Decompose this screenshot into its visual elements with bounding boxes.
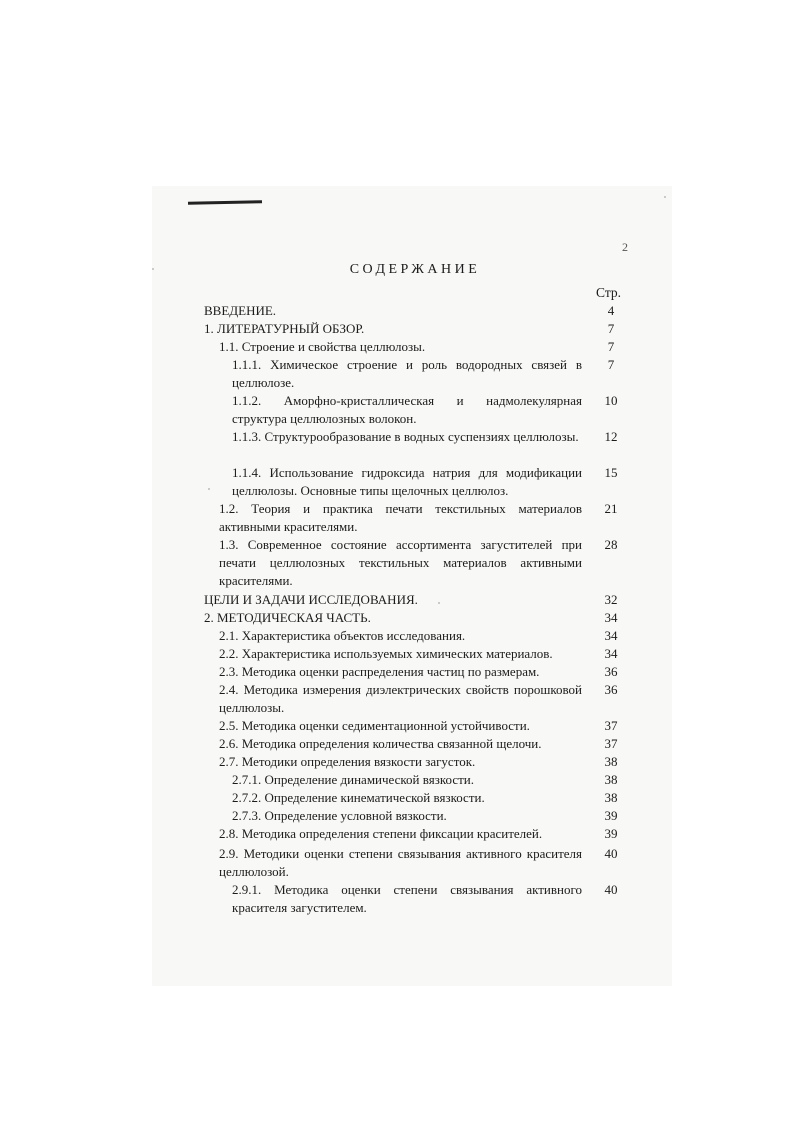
toc-entry-title: 1.1.1. Химическое строение и роль водородных связей в целлюлозе. bbox=[232, 357, 582, 390]
toc-entry[interactable] bbox=[0, 356, 615, 390]
toc-entry-title: 2.6. Методика определения количества связанной щелочи. bbox=[219, 736, 542, 751]
toc-entry-title: 2.7.1. Определение динамической вязкости. bbox=[232, 772, 474, 787]
toc-entry[interactable] bbox=[0, 500, 618, 534]
toc-entry[interactable] bbox=[0, 536, 618, 588]
toc-entry[interactable] bbox=[0, 681, 618, 715]
toc-entry[interactable] bbox=[0, 753, 618, 773]
toc-entry-page: 4 bbox=[607, 303, 615, 318]
page-number: 2 bbox=[622, 240, 628, 254]
toc-entry-page: 38 bbox=[604, 790, 618, 805]
toc-entry[interactable] bbox=[0, 845, 618, 879]
toc-entry-page: 10 bbox=[604, 393, 618, 408]
page-title: СОДЕРЖАНИЕ bbox=[349, 262, 481, 277]
toc-entry-title: 2.4. Методика измерения диэлектрических свойств порошковой целлюлозы. bbox=[219, 682, 582, 715]
toc-entry[interactable] bbox=[0, 464, 618, 498]
toc-entry-page: 15 bbox=[604, 465, 618, 480]
toc-entry[interactable] bbox=[0, 320, 615, 340]
page-column-header: Стр. bbox=[596, 285, 622, 300]
toc-entry-title: ВВЕДЕНИЕ. bbox=[204, 303, 277, 318]
toc-entry-title: 2.9. Методики оценки степени связывания активного красителя целлюлозой. bbox=[219, 846, 582, 879]
toc-entry-page: 40 bbox=[604, 846, 618, 861]
toc-entry[interactable] bbox=[0, 771, 618, 791]
toc-entry-title: 2.2. Характеристика используемых химических материалов. bbox=[219, 646, 553, 661]
toc-entry-page: 7 bbox=[607, 321, 615, 336]
toc-entry[interactable] bbox=[0, 881, 618, 915]
toc-entry-page: 40 bbox=[604, 882, 618, 897]
toc-entry-page: 34 bbox=[604, 646, 618, 661]
toc-entry-page: 12 bbox=[604, 429, 618, 444]
toc-entry[interactable] bbox=[0, 735, 618, 755]
toc-entry-page: 28 bbox=[604, 537, 618, 552]
toc-entry-page: 38 bbox=[604, 772, 618, 787]
toc-entry-title: 1.2. Теория и практика печати текстильных материалов активными красителями. bbox=[219, 501, 582, 534]
toc-entry[interactable] bbox=[0, 392, 618, 426]
toc-entry[interactable] bbox=[0, 663, 618, 683]
toc-entry-title: 2.3. Методика оценки распределения частиц по размерам. bbox=[219, 664, 540, 679]
toc-entry-page: 38 bbox=[604, 754, 618, 769]
toc-entry[interactable] bbox=[0, 591, 618, 611]
toc-entry[interactable] bbox=[0, 807, 618, 827]
toc-entry-title: 2. МЕТОДИЧЕСКАЯ ЧАСТЬ. bbox=[204, 610, 371, 625]
toc-entry-page: 36 bbox=[604, 664, 618, 679]
toc-entry-title: 1.1.4. Использование гидроксида натрия для модификации целлюлозы. Основные типы щелочных целлюлоз. bbox=[232, 465, 582, 498]
toc-entry[interactable] bbox=[0, 338, 615, 358]
toc-entry-title: ЦЕЛИ И ЗАДАЧИ ИССЛЕДОВАНИЯ. bbox=[204, 592, 418, 607]
toc-entry-title: 2.7.2. Определение кинематической вязкости. bbox=[232, 790, 485, 805]
toc-entry-title: 2.5. Методика оценки седиментационной устойчивости. bbox=[219, 718, 530, 733]
toc-entry[interactable] bbox=[0, 825, 618, 845]
toc-entry-page: 7 bbox=[607, 339, 615, 354]
toc-entry[interactable] bbox=[0, 428, 618, 448]
toc-entry-page: 32 bbox=[604, 592, 618, 607]
toc-entry-page: 7 bbox=[607, 357, 615, 372]
toc-entry[interactable] bbox=[0, 717, 618, 737]
toc-entry-title: 1.1.2. Аморфно-кристаллическая и надмолекулярная структура целлюлозных волокон. bbox=[232, 393, 582, 426]
toc-entry[interactable] bbox=[0, 627, 618, 647]
toc-entry[interactable] bbox=[0, 609, 618, 629]
toc-entry-title: 2.7.3. Определение условной вязкости. bbox=[232, 808, 447, 823]
toc-entry-title: 2.9.1. Методика оценки степени связывания активного красителя загустителем. bbox=[232, 882, 582, 915]
toc-entry-page: 34 bbox=[604, 610, 618, 625]
toc-entry-title: 2.1. Характеристика объектов исследования. bbox=[219, 628, 466, 643]
toc-entry-title: 1.1.3. Структурообразование в водных суспензиях целлюлозы. bbox=[232, 429, 579, 444]
toc-entry-title: 1.1. Строение и свойства целлюлозы. bbox=[219, 339, 426, 354]
toc-entry-page: 36 bbox=[604, 682, 618, 697]
toc-entry[interactable] bbox=[0, 302, 615, 322]
toc-entry-page: 21 bbox=[604, 501, 618, 516]
scan-speck bbox=[152, 268, 154, 270]
toc-entry-page: 34 bbox=[604, 628, 618, 643]
scan-speck bbox=[664, 196, 666, 198]
scan-speck bbox=[208, 488, 210, 490]
toc-entry-page: 37 bbox=[604, 718, 618, 733]
toc-entry-title: 1.3. Современное состояние ассортимента загустителей при печати целлюлозных текстильных материалов активными красителями. bbox=[219, 537, 582, 588]
toc-entry-title: 2.7. Методики определения вязкости загусток. bbox=[219, 754, 476, 769]
toc-entry-title: 1. ЛИТЕРАТУРНЫЙ ОБЗОР. bbox=[204, 321, 365, 336]
toc-entry-page: 39 bbox=[604, 826, 618, 841]
toc-entry[interactable] bbox=[0, 789, 618, 809]
toc-entry-page: 37 bbox=[604, 736, 618, 751]
toc-entry[interactable] bbox=[0, 645, 618, 665]
toc-entry-page: 39 bbox=[604, 808, 618, 823]
toc-entry-title: 2.8. Методика определения степени фиксации красителей. bbox=[219, 826, 543, 841]
